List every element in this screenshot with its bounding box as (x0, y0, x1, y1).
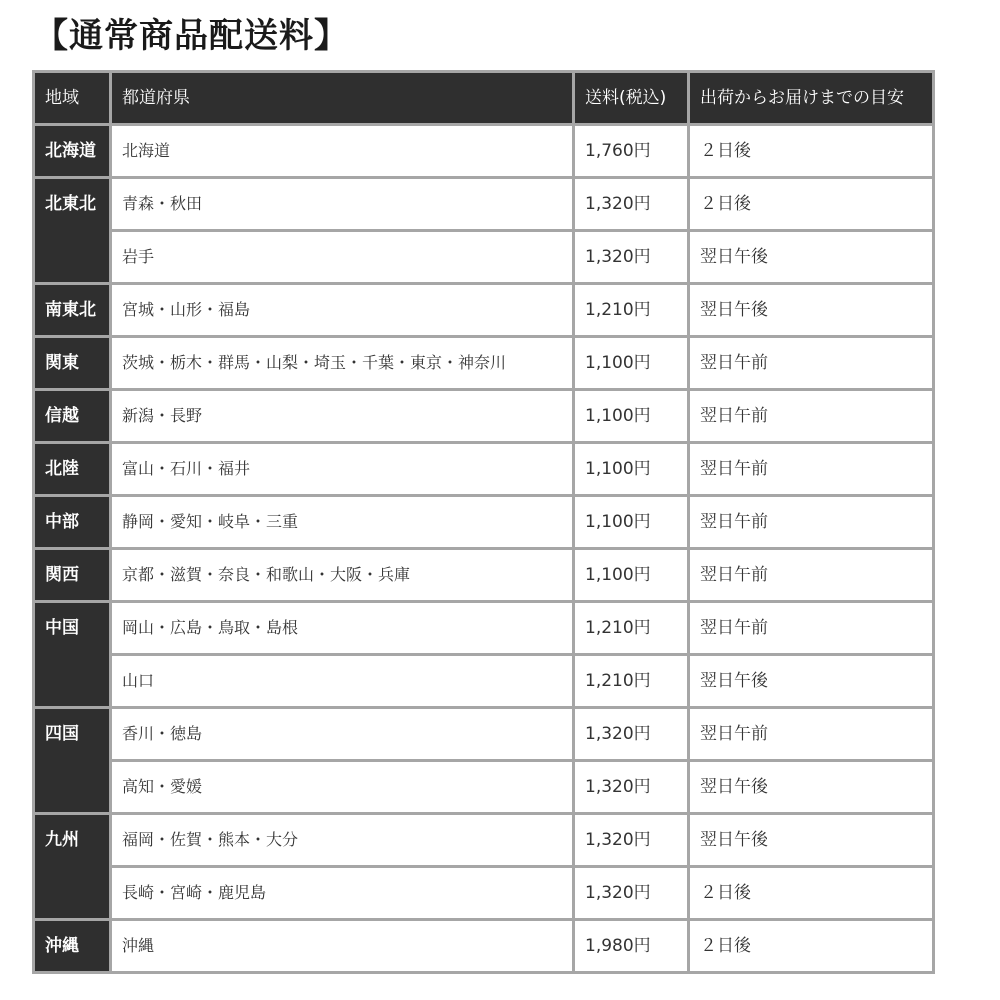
table-row (35, 126, 932, 176)
table-row (35, 762, 932, 812)
price-cell: 1,320円 (575, 232, 687, 282)
prefecture-cell: 新潟・長野 (112, 391, 572, 441)
delivery-cell: 翌日午前 (690, 444, 932, 494)
region-cell: 北陸 (35, 444, 109, 494)
price-cell: 1,320円 (575, 762, 687, 812)
price-cell: 1,210円 (575, 285, 687, 335)
delivery-cell: 翌日午後 (690, 656, 932, 706)
delivery-cell: ２日後 (690, 126, 932, 176)
prefecture-cell: 岡山・広島・鳥取・島根 (112, 603, 572, 653)
table-row (35, 815, 932, 865)
prefecture-cell: 岩手 (112, 232, 572, 282)
table-row (35, 603, 932, 653)
region-cell: 関東 (35, 338, 109, 388)
price-cell: 1,100円 (575, 338, 687, 388)
table-row (35, 709, 932, 759)
header-delivery: 出荷からお届けまでの目安 (690, 73, 932, 123)
table-row (35, 868, 932, 918)
price-cell: 1,320円 (575, 868, 687, 918)
header-region: 地域 (35, 73, 109, 123)
prefecture-cell: 青森・秋田 (112, 179, 572, 229)
delivery-cell: 翌日午後 (690, 762, 932, 812)
price-cell: 1,100円 (575, 550, 687, 600)
delivery-cell: 翌日午前 (690, 391, 932, 441)
delivery-cell: ２日後 (690, 179, 932, 229)
region-cell: 関西 (35, 550, 109, 600)
header-prefecture: 都道府県 (112, 73, 572, 123)
table-row (35, 921, 932, 971)
delivery-cell: 翌日午前 (690, 709, 932, 759)
page-title: 【通常商品配送料】 (34, 16, 349, 56)
table-row (35, 550, 932, 600)
price-cell: 1,210円 (575, 656, 687, 706)
delivery-cell: 翌日午前 (690, 550, 932, 600)
table-row (35, 232, 932, 282)
region-cell: 中国 (35, 603, 109, 706)
region-cell: 中部 (35, 497, 109, 547)
delivery-cell: 翌日午前 (690, 603, 932, 653)
region-cell: 南東北 (35, 285, 109, 335)
table-row (35, 656, 932, 706)
prefecture-cell: 福岡・佐賀・熊本・大分 (112, 815, 572, 865)
delivery-cell: 翌日午後 (690, 815, 932, 865)
prefecture-cell: 宮城・山形・福島 (112, 285, 572, 335)
table-header-row (35, 73, 932, 123)
price-cell: 1,100円 (575, 497, 687, 547)
price-cell: 1,320円 (575, 815, 687, 865)
region-cell: 北海道 (35, 126, 109, 176)
table-row (35, 497, 932, 547)
region-cell: 沖縄 (35, 921, 109, 971)
prefecture-cell: 山口 (112, 656, 572, 706)
delivery-cell: 翌日午後 (690, 285, 932, 335)
delivery-cell: 翌日午前 (690, 497, 932, 547)
region-cell: 九州 (35, 815, 109, 918)
price-cell: 1,980円 (575, 921, 687, 971)
region-cell: 北東北 (35, 179, 109, 282)
table-row (35, 391, 932, 441)
price-cell: 1,760円 (575, 126, 687, 176)
region-cell: 四国 (35, 709, 109, 812)
delivery-cell: 翌日午前 (690, 338, 932, 388)
shipping-fee-table (32, 70, 935, 974)
prefecture-cell: 高知・愛媛 (112, 762, 572, 812)
table-row (35, 338, 932, 388)
region-cell: 信越 (35, 391, 109, 441)
prefecture-cell: 香川・徳島 (112, 709, 572, 759)
prefecture-cell: 富山・石川・福井 (112, 444, 572, 494)
prefecture-cell: 茨城・栃木・群馬・山梨・埼玉・千葉・東京・神奈川 (112, 338, 572, 388)
header-price: 送料(税込) (575, 73, 687, 123)
delivery-cell: 翌日午後 (690, 232, 932, 282)
prefecture-cell: 長崎・宮崎・鹿児島 (112, 868, 572, 918)
table-row (35, 285, 932, 335)
price-cell: 1,100円 (575, 444, 687, 494)
delivery-cell: ２日後 (690, 868, 932, 918)
delivery-cell: ２日後 (690, 921, 932, 971)
price-cell: 1,100円 (575, 391, 687, 441)
prefecture-cell: 北海道 (112, 126, 572, 176)
price-cell: 1,210円 (575, 603, 687, 653)
table-row (35, 179, 932, 229)
table-row (35, 444, 932, 494)
prefecture-cell: 静岡・愛知・岐阜・三重 (112, 497, 572, 547)
price-cell: 1,320円 (575, 709, 687, 759)
prefecture-cell: 京都・滋賀・奈良・和歌山・大阪・兵庫 (112, 550, 572, 600)
prefecture-cell: 沖縄 (112, 921, 572, 971)
price-cell: 1,320円 (575, 179, 687, 229)
